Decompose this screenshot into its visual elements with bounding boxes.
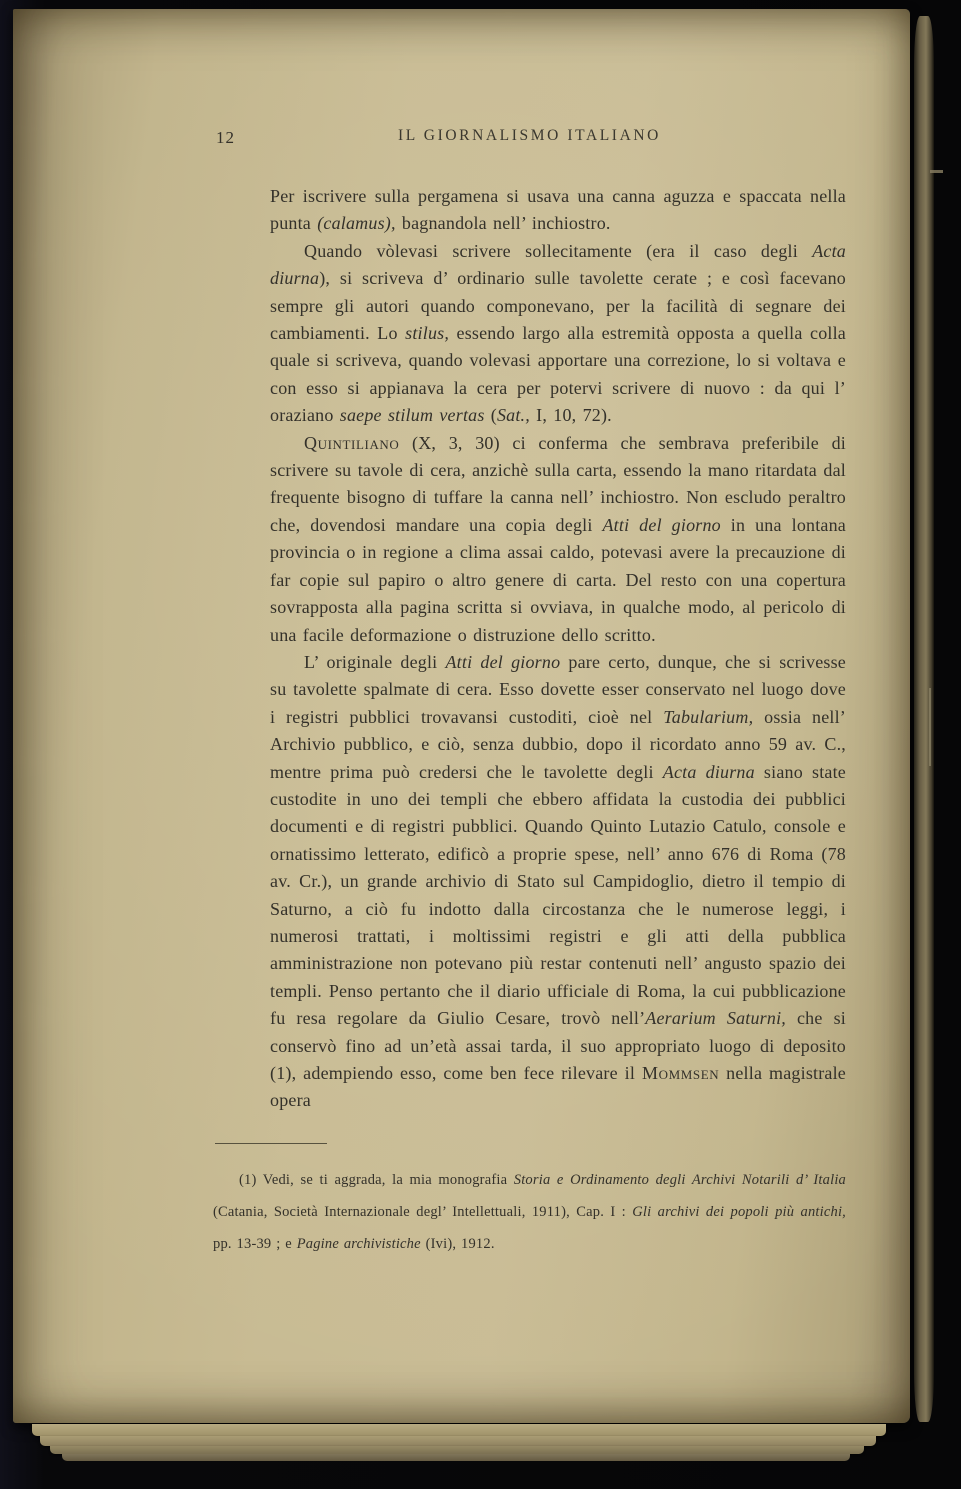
page-edge: [40, 1436, 876, 1446]
smallcaps-name: Mommsen: [641, 1063, 720, 1083]
text-run: (Catania, Società Internazionale degl’ Intellettuali, 1911), Cap. I :: [213, 1203, 633, 1220]
text-run: (1) Vedi, se ti aggrada, la mia monografia: [239, 1171, 514, 1188]
paragraph: [270, 183, 846, 238]
italic-phrase: Acta diurna: [270, 240, 846, 289]
page-content: [213, 127, 846, 1260]
scan-artifact-dash: [930, 170, 943, 173]
text-run: essendo largo alla estremità opposta a quella colla quale si scriveva, quando volevasi apportare una correzione, lo si voltava e con esso si appianava la cera per potervi scrivere di nuovo : da qui l’ oraziano: [270, 323, 846, 426]
page-number: 12: [216, 128, 235, 147]
text-run: ), si scriveva d’ ordinario sulle tavolette cerate ; e così facevano sempre gli autori quando componevano, per la facilità di segnare dei cambiamenti. Lo: [270, 268, 846, 344]
text-run: L’ originale degli: [304, 651, 446, 672]
text-run: bagnandola nell’ inchiostro.: [395, 213, 611, 234]
italic-phrase: stilus,: [405, 323, 450, 344]
running-title: IL GIORNALISMO ITALIANO: [398, 127, 661, 144]
text-block: [270, 183, 846, 1115]
text-run: Quando vòlevasi scrivere sollecitamente (era il caso degli: [304, 240, 813, 261]
text-run: in una lontana provincia o in regione a clima assai caldo, potevasi avere la precauzione di far copie sul papiro o altro genere di carta. Del resto con una copertura sovrapposta alla pagina scritta si ovviava, in qualche modo, al pericolo di una facile deformazione o distruzione dello scritto.: [270, 514, 846, 645]
italic-phrase: saepe stilum vertas: [339, 405, 485, 426]
paragraph: [270, 238, 846, 430]
footnote-rule: [215, 1143, 327, 1144]
text-run: (X, 3, 30) ci conferma che sembrava preferibile di scrivere su tavole di cera, anzichè sulla carta, essendo la mano ritardata dal frequente bisogno di tuffare la canna nell’ inchiostro. Non escludo peraltro che, dovendosi mandare una copia degli: [270, 432, 846, 535]
footnote-section: [213, 1143, 846, 1260]
text-run: pp. 13-39 ; e: [213, 1235, 297, 1252]
italic-phrase: Sat.,: [496, 405, 530, 426]
book-page: [13, 9, 910, 1423]
italic-phrase: Acta diurna: [662, 761, 755, 782]
text-run: Per iscrivere sulla pergamena si usava una canna aguzza e spaccata nella punta: [270, 186, 846, 234]
italic-phrase: Atti del giorno: [602, 514, 721, 535]
text-run: I, 10, 72).: [529, 405, 612, 426]
italic-phrase: (calamus),: [317, 213, 396, 234]
paragraph: [270, 430, 846, 649]
scan-artifact-line: [929, 688, 931, 766]
italic-phrase: Gli archivi dei popoli più antichi,: [632, 1203, 846, 1220]
text-run: nella magistrale opera: [270, 1063, 846, 1111]
page-edge: [32, 1424, 886, 1436]
italic-phrase: Tabularium,: [663, 706, 754, 727]
italic-phrase: Pagine archivistiche: [296, 1235, 421, 1252]
adjacent-page-edge: [914, 16, 934, 1422]
text-run: che si conservò fino ad un’età assai tarda, il suo appropriato luogo di deposito (1), adempiendo esso, come ben fece rilevare il: [270, 1008, 846, 1083]
text-run: pare certo, dunque, che si scrivesse su tavolette spalmate di cera. Esso dovette esser conservato nel luogo dove i registri pubblici trovavansi custoditi, cioè nel: [270, 651, 846, 727]
page-header: [213, 127, 846, 149]
page-bottom-edges: [28, 1424, 896, 1461]
page-edge: [62, 1454, 850, 1461]
page-edge: [50, 1446, 864, 1454]
smallcaps-name: Quintiliano: [304, 432, 400, 453]
text-run: (Ivi), 1912.: [420, 1235, 495, 1252]
italic-phrase: Atti del giorno: [445, 651, 561, 672]
text-run: siano state custodite in uno dei templi che ebbero affidata la custodia dei pubblici documenti e di registri pubblici. Quando Quinto Lutazio Catulo, console e ornatissimo letterato, edificò a proprie spese, nell’ anno 676 di Roma (78 av. Cr.), un grande archivio di Stato sul Campidoglio, dietro il tempio di Saturno, a ciò fu indotto dalla circostanza che le numerose leggi, i numerosi trattati, i moltissimi registri e gli atti della pubblica amministrazione non potevano più restar contenuti nell’ angusto spazio dei templi. Penso pertanto che il diario ufficiale di Roma, la cui pubblicazione fu resa regolare da Giulio Cesare, trovò nell’: [270, 761, 846, 1029]
text-run: ossia nell’ Archivio pubblico, e ciò, senza dubbio, dopo il ricordato anno 59 av. C., mentre prima può credersi che le tavolette degli: [270, 706, 846, 782]
text-run: (: [484, 405, 497, 426]
italic-phrase: Aerarium Saturni,: [645, 1008, 786, 1029]
footnote-text: [213, 1164, 846, 1260]
paragraph: [270, 649, 846, 1115]
italic-phrase: Storia e Ordinamento degli Archivi Notarili d’ Italia: [513, 1171, 846, 1188]
